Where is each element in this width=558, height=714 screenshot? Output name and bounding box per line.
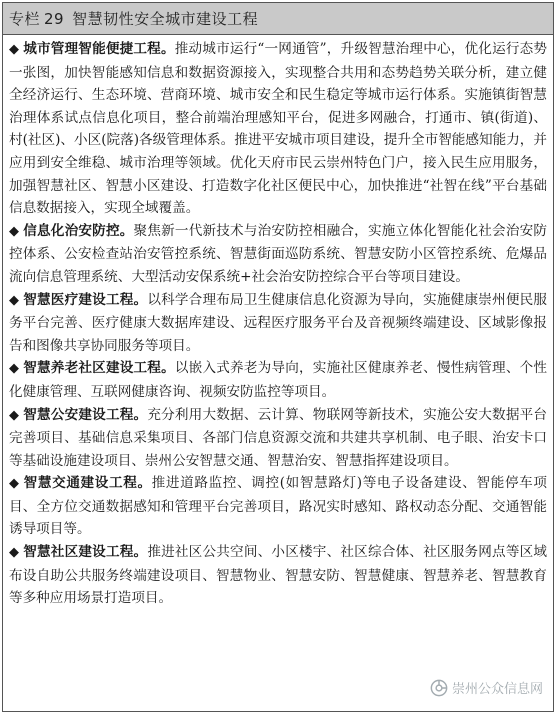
item-text: 推进社区公共空间、小区楼宇、社区综合体、社区服务网点等区域布设自助公共服务终端建设项目、智慧物业、智慧安防、智慧健康、智慧养老、智慧教育等多种应用场景打造项目。 xyxy=(9,544,548,607)
item-heading: 智慧社区建设工程。 xyxy=(23,544,148,561)
diamond-bullet-icon: ◆ xyxy=(9,476,20,492)
item-heading: 智慧交通建设工程。 xyxy=(23,475,152,492)
watermark xyxy=(430,678,543,697)
item-heading: 信息化治安防控。 xyxy=(23,222,134,239)
diamond-bullet-icon: ◆ xyxy=(9,42,20,57)
column-content xyxy=(3,35,553,610)
item-heading: 智慧公安建设工程。 xyxy=(23,406,148,423)
list-item xyxy=(9,472,547,541)
column-number: 29 xyxy=(44,9,65,28)
item-text: 聚焦新一代新技术与治安防控相融合，实施立体化智能化社会治安防控体系、公安检查站治安管控系统、智慧街面巡防系统、智慧安防小区管控系统、危爆品流向信息管理系统、大型活动安保系统+社会治安防控综合平台等项目建设。 xyxy=(9,222,548,285)
item-heading: 智慧医疗建设工程。 xyxy=(23,291,148,308)
diamond-bullet-icon: ◆ xyxy=(9,223,20,239)
column-title: 智慧韧性安全城市建设工程 xyxy=(72,10,259,28)
item-heading: 智慧养老社区建设工程。 xyxy=(23,360,175,377)
list-item xyxy=(9,220,547,289)
list-item xyxy=(9,289,547,358)
diamond-bullet-icon: ◆ xyxy=(9,407,20,423)
list-item xyxy=(9,38,547,220)
item-text: 以科学合理布局卫生健康信息化资源为导向，实施健康崇州便民服务平台完善、医疗健康大数据库建设、远程医疗服务平台及音视频终端建设、区域影像报告和图像共享协同服务等项目。 xyxy=(9,291,548,354)
list-item xyxy=(9,357,547,403)
item-text: 以嵌入式养老为导向，实施社区健康养老、慢性病管理、个性化健康管理、互联网健康咨询、视频安防监控等项目。 xyxy=(9,360,548,400)
item-heading: 城市管理智能便捷工程。 xyxy=(23,41,175,57)
diamond-bullet-icon: ◆ xyxy=(9,545,20,561)
column-box xyxy=(2,2,554,712)
diamond-bullet-icon: ◆ xyxy=(9,361,20,377)
column-header xyxy=(3,3,553,35)
item-text: 推进道路监控、调控(如智慧路灯)等电子设备建设、智能停车项目、全方位交通数据感知和管理平台完善项目，路况实时感知、路权动态分配、交通智能诱导项目等。 xyxy=(9,475,548,538)
column-prefix: 专栏 xyxy=(9,10,41,28)
wechat-official-account-icon xyxy=(430,679,448,697)
item-text: 充分利用大数据、云计算、物联网等新技术，实施公安大数据平台完善项目、基础信息采集项目、各部门信息资源交流和共建共享机制、电子眼、治安卡口等基础设施建设项目、崇州公安智慧交通、智慧治安、智慧指挥建设项目。 xyxy=(9,406,548,469)
list-item xyxy=(9,541,547,610)
watermark-text: 崇州公众信息网 xyxy=(451,682,543,697)
list-item xyxy=(9,404,547,473)
diamond-bullet-icon: ◆ xyxy=(9,292,20,308)
item-text: 推动城市运行“一网通管”，升级智慧治理中心，优化运行态势一张图，加快智能感知信息和数据资源接入，实现整合共用和态势趋势关联分析，建立健全经济运行、生态环境、营商环境、城市安全和民生稳定等城市运行体系。实施镇街智慧治理体系试点信息化项目，整合前端治理感知平台，促进多网融合，打通市、镇(街道)、村(社区)、小区(院落)各级管理体系。推进平安城市项目建设，提升全市智能感知能力，并应用到安全维稳、城市治理等领域。优化天府市民云崇州特色门户，接入民生应用服务，加强智慧社区、智慧小区建设、打造数字化社区便民中心，加快推进“社智在线”平台基础信息数据接入，实现全域覆盖。 xyxy=(9,41,548,217)
